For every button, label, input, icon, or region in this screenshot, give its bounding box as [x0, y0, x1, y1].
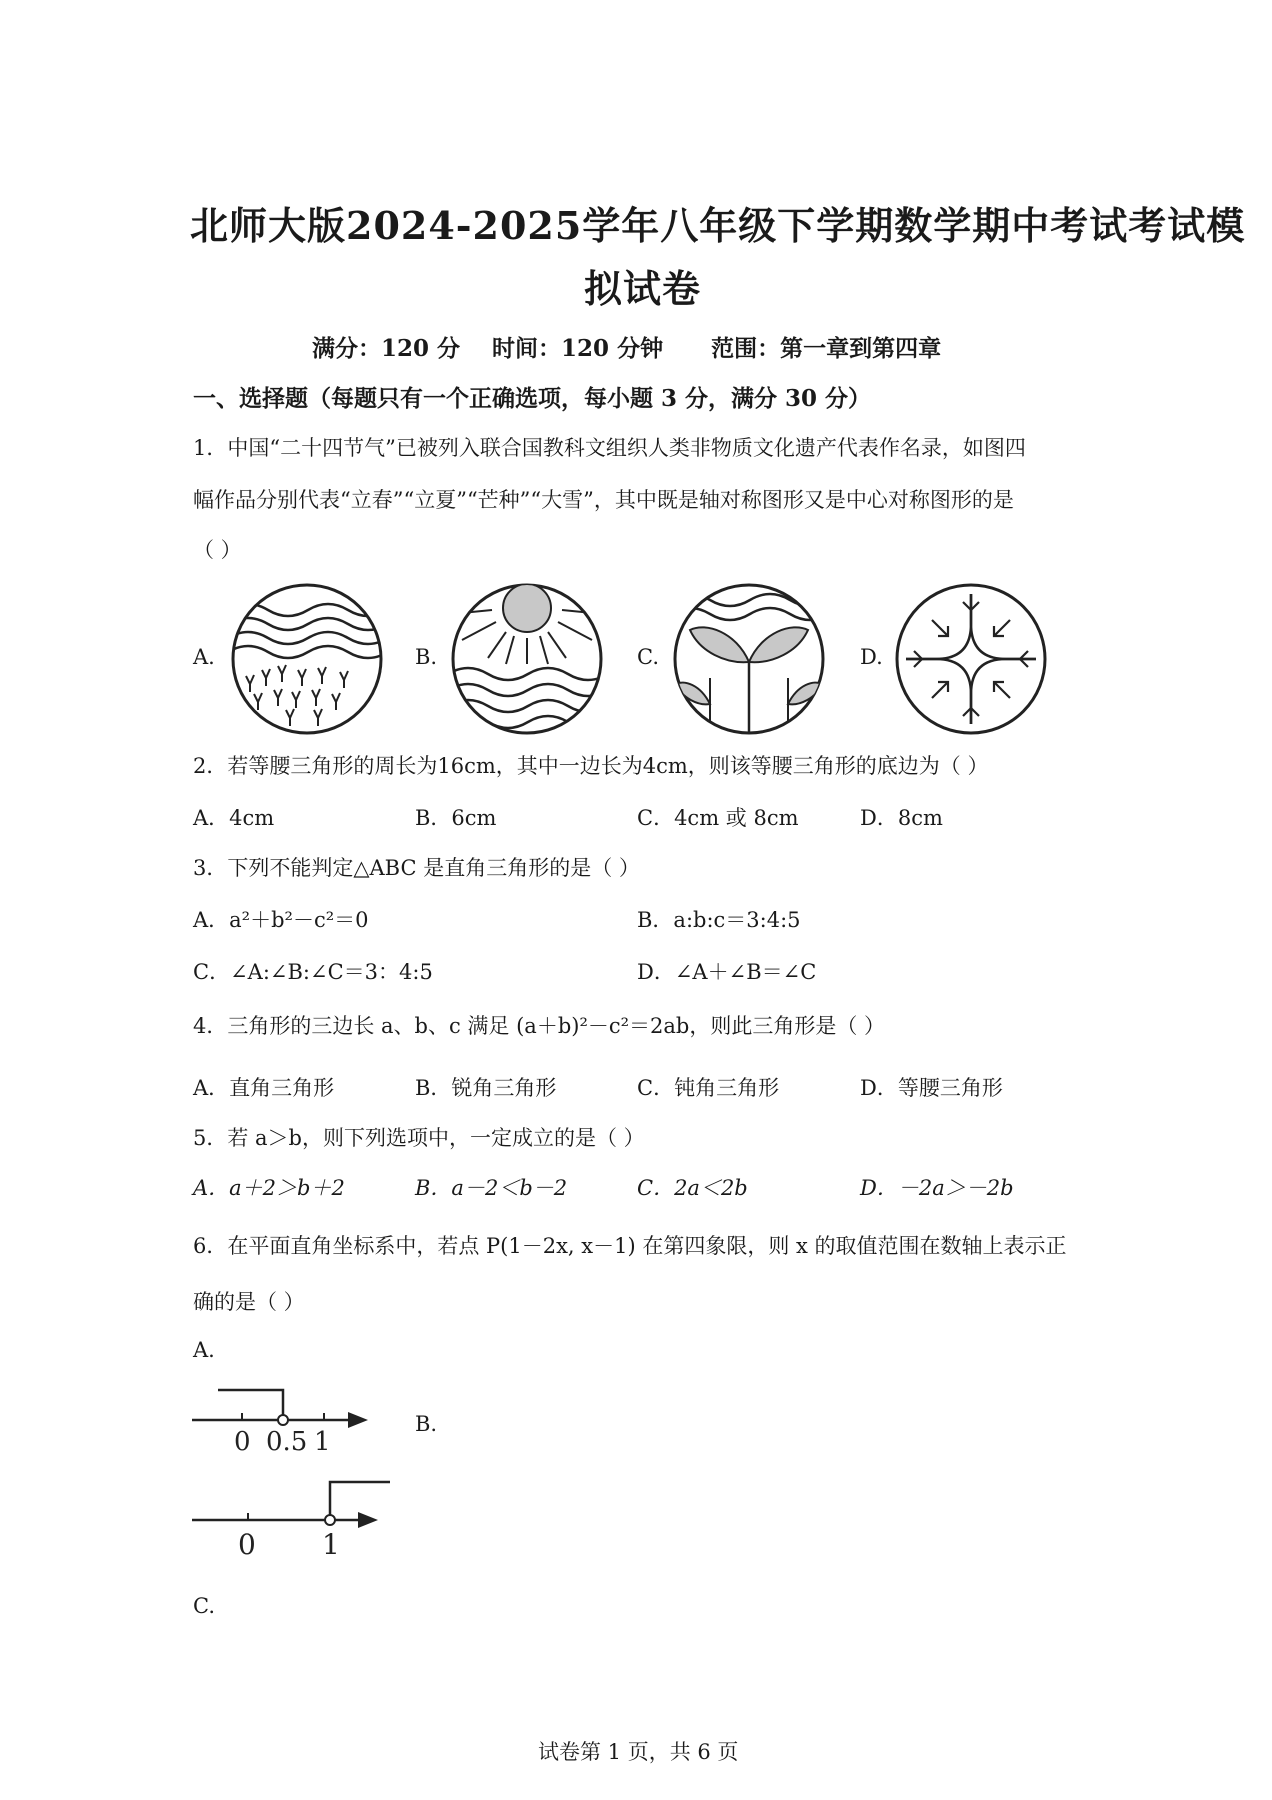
q5-option-c: C．2a＜2b [637, 1176, 748, 1200]
q3-option-c: C．∠A:∠B:∠C＝3：4:5 [193, 960, 433, 984]
q3-text: 3．下列不能判定△ABC 是直角三角形的是（ ） [193, 856, 640, 880]
q2-option-a: A．4cm [193, 806, 275, 830]
q4-text: 4．三角形的三边长 a、b、c 满足 (a＋b)²－c²＝2ab，则此三角形是（ ） [193, 1014, 886, 1038]
q1-option-a-label: A. [193, 645, 215, 669]
q6-number-line-b [190, 1470, 400, 1560]
q6-option-a-label: A. [193, 1338, 215, 1362]
page-footer: 试卷第 1 页，共 6 页 [538, 1740, 739, 1764]
q6-option-c-label: C. [193, 1594, 215, 1618]
q6-text-line2: 确的是（ ） [193, 1290, 305, 1314]
q5-option-a: A．a＋2＞b＋2 [193, 1176, 345, 1200]
q2-text: 2．若等腰三角形的周长为16cm，其中一边长为4cm，则该等腰三角形的底边为（ ） [193, 754, 989, 778]
q6-text-line1: 6．在平面直角坐标系中，若点 P(1－2x, x－1) 在第四象限，则 x 的取值范围在数轴上表示正 [193, 1234, 1067, 1258]
axis-a-tick-0: 0 [234, 1427, 251, 1457]
q1-figure-a [228, 580, 386, 738]
q4-option-a: A．直角三角形 [193, 1076, 335, 1100]
q4-option-b: B．锐角三角形 [415, 1076, 557, 1100]
q6-number-line-a [190, 1378, 380, 1458]
q1-text-line1: 1．中国“二十四节气”已被列入联合国教科文组织人类非物质文化遗产代表作名录，如图四 [193, 436, 1026, 460]
q1-figure-d [892, 580, 1050, 738]
q3-option-b: B．a:b:c＝3:4:5 [637, 908, 801, 932]
q1-figure-b [448, 580, 606, 738]
q4-option-d: D．等腰三角形 [860, 1076, 1003, 1100]
q5-text: 5．若 a＞b，则下列选项中，一定成立的是（ ） [193, 1126, 645, 1150]
q3-option-a: A．a²＋b²－c²＝0 [193, 908, 369, 932]
q6-option-b-label: B. [415, 1412, 438, 1436]
q1-text-line3: （ ） [193, 538, 242, 562]
axis-b-tick-0: 0 [238, 1528, 256, 1560]
q1-option-b-label: B. [415, 645, 438, 669]
q2-option-c: C．4cm 或 8cm [637, 806, 799, 830]
q5-option-d: D．－2a＞－2b [860, 1176, 1014, 1200]
q3-option-d: D．∠A＋∠B＝∠C [637, 960, 817, 984]
page-title-line2: 拟试卷 [584, 266, 702, 311]
section-heading: 一、选择题（每题只有一个正确选项，每小题 3 分，满分 30 分） [193, 385, 872, 412]
axis-a-tick-0-5: 0.5 [266, 1427, 308, 1457]
q2-option-b: B．6cm [415, 806, 497, 830]
q1-figure-c [670, 580, 828, 738]
q1-option-d-label: D. [860, 645, 883, 669]
axis-a-tick-1: 1 [314, 1427, 331, 1457]
axis-b-tick-1: 1 [322, 1528, 340, 1560]
q2-option-d: D．8cm [860, 806, 943, 830]
page-title-line1: 北师大版2024-2025学年八年级下学期数学期中考试考试模 [190, 203, 1246, 248]
q4-option-c: C．钝角三角形 [637, 1076, 780, 1100]
q1-option-c-label: C. [637, 645, 659, 669]
exam-meta: 满分：120 分 时间：120 分钟 范围：第一章到第四章 [312, 335, 942, 362]
q5-option-b: B．a－2＜b－2 [415, 1176, 568, 1200]
q1-text-line2: 幅作品分别代表“立春”“立夏”“芒种”“大雪”，其中既是轴对称图形又是中心对称图形的是 [193, 488, 1014, 512]
